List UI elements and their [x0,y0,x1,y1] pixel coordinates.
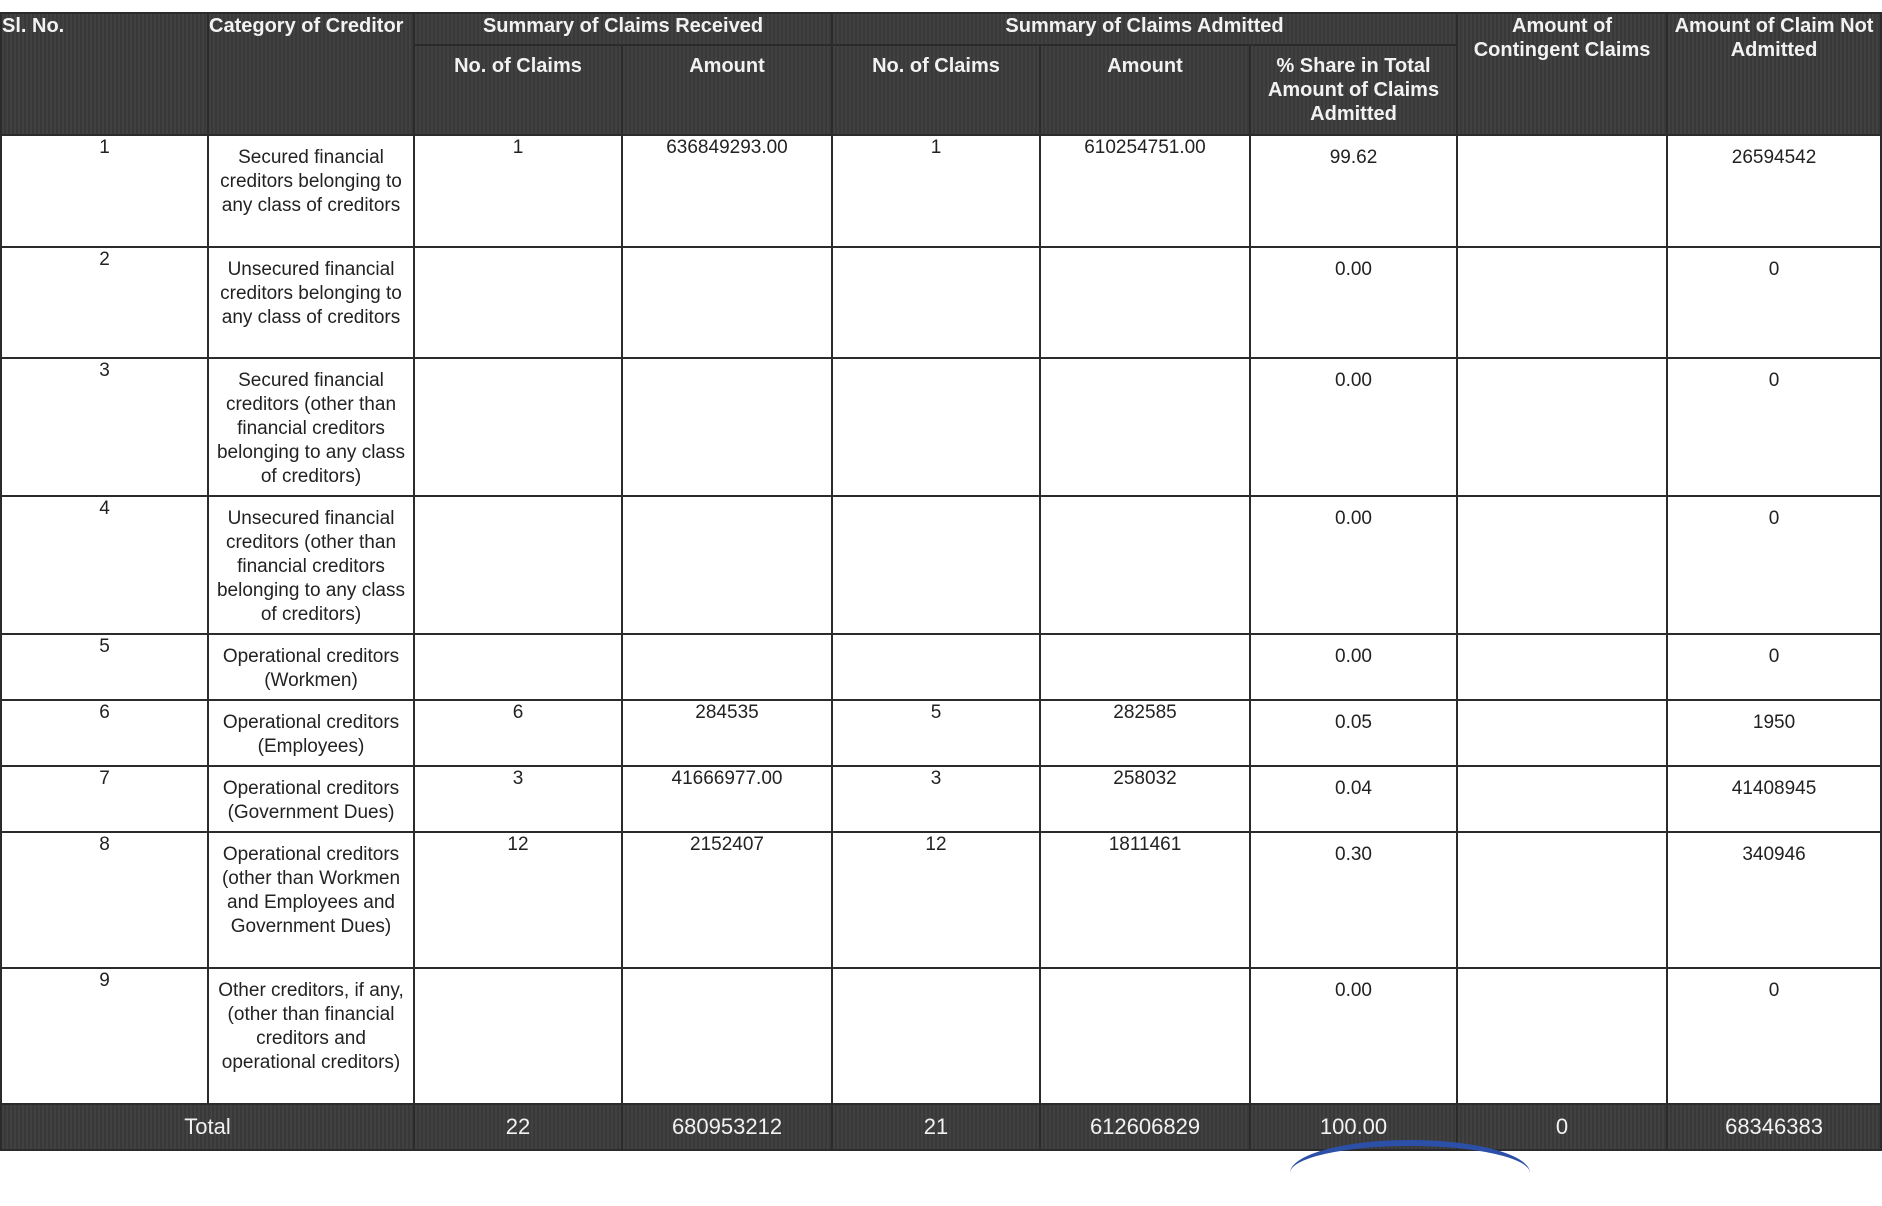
header-claims-received: Summary of Claims Received [414,13,832,45]
total-received-no: 22 [414,1104,622,1150]
table-row [1,135,1881,247]
cell-received-amount: 284535 [622,700,832,766]
cell-received-amount [622,634,832,700]
table-row [1,496,1881,634]
cell-contingent [1457,700,1667,766]
cell-category: Secured financial creditors belonging to any class of creditors [208,135,414,247]
table-row [1,247,1881,358]
cell-share: 0.05 [1250,700,1457,766]
cell-sl-no: 6 [1,700,208,766]
cell-admitted-amount [1040,634,1250,700]
header-category: Category of Creditor [208,13,414,135]
header-received-amount: Amount [622,45,832,135]
cell-admitted-no: 12 [832,832,1040,968]
cell-received-no [414,247,622,358]
cell-not-admitted: 0 [1667,247,1881,358]
claims-summary-document [0,12,1880,1151]
cell-received-amount: 41666977.00 [622,766,832,832]
cell-admitted-amount [1040,247,1250,358]
cell-not-admitted: 0 [1667,496,1881,634]
cell-contingent [1457,832,1667,968]
cell-share: 0.00 [1250,496,1457,634]
cell-category: Operational creditors (Government Dues) [208,766,414,832]
cell-received-amount [622,358,832,496]
cell-not-admitted: 26594542 [1667,135,1881,247]
cell-not-admitted: 41408945 [1667,766,1881,832]
cell-admitted-amount: 282585 [1040,700,1250,766]
cell-sl-no: 7 [1,766,208,832]
cell-admitted-no [832,496,1040,634]
cell-admitted-no: 5 [832,700,1040,766]
cell-admitted-amount: 1811461 [1040,832,1250,968]
total-not-admitted: 68346383 [1667,1104,1881,1150]
cell-received-amount [622,496,832,634]
claims-summary-table [0,12,1882,1151]
cell-admitted-amount: 610254751.00 [1040,135,1250,247]
cell-category: Secured financial creditors (other than financial creditors belonging to any class of creditors) [208,358,414,496]
table-row [1,766,1881,832]
cell-admitted-amount: 258032 [1040,766,1250,832]
cell-sl-no: 4 [1,496,208,634]
cell-not-admitted: 0 [1667,634,1881,700]
cell-admitted-amount [1040,358,1250,496]
cell-category: Other creditors, if any, (other than financial creditors and operational creditors) [208,968,414,1104]
total-admitted-no: 21 [832,1104,1040,1150]
total-received-amount: 680953212 [622,1104,832,1150]
header-share-percent: % Share in Total Amount of Claims Admitted [1250,45,1457,135]
cell-share: 0.00 [1250,358,1457,496]
header-sl-no: Sl. No. [1,13,208,135]
cell-received-no: 3 [414,766,622,832]
cell-category: Unsecured financial creditors belonging to any class of creditors [208,247,414,358]
cell-not-admitted: 0 [1667,968,1881,1104]
cell-sl-no: 5 [1,634,208,700]
header-admitted-no-of-claims: No. of Claims [832,45,1040,135]
cell-category: Operational creditors (other than Workmen and Employees and Government Dues) [208,832,414,968]
cell-not-admitted: 340946 [1667,832,1881,968]
cell-admitted-no [832,247,1040,358]
cell-admitted-no [832,358,1040,496]
cell-sl-no: 2 [1,247,208,358]
table-row [1,968,1881,1104]
cell-share: 0.30 [1250,832,1457,968]
cell-share: 0.04 [1250,766,1457,832]
cell-contingent [1457,634,1667,700]
table-header [1,13,1881,135]
cell-share: 0.00 [1250,634,1457,700]
table-row [1,634,1881,700]
header-claims-admitted: Summary of Claims Admitted [832,13,1457,45]
total-label: Total [1,1104,414,1150]
total-share: 100.00 [1250,1104,1457,1150]
header-received-no-of-claims: No. of Claims [414,45,622,135]
cell-category: Unsecured financial creditors (other than financial creditors belonging to any class of creditors) [208,496,414,634]
cell-category: Operational creditors (Employees) [208,700,414,766]
header-admitted-amount: Amount [1040,45,1250,135]
cell-admitted-no: 3 [832,766,1040,832]
cell-not-admitted: 0 [1667,358,1881,496]
cell-received-amount: 636849293.00 [622,135,832,247]
cell-not-admitted: 1950 [1667,700,1881,766]
cell-category: Operational creditors (Workmen) [208,634,414,700]
table-body [1,135,1881,1104]
cell-contingent [1457,135,1667,247]
total-contingent: 0 [1457,1104,1667,1150]
cell-sl-no: 3 [1,358,208,496]
cell-share: 0.00 [1250,247,1457,358]
cell-received-no: 12 [414,832,622,968]
cell-share: 0.00 [1250,968,1457,1104]
cell-admitted-amount [1040,496,1250,634]
table-row [1,358,1881,496]
cell-admitted-no: 1 [832,135,1040,247]
cell-contingent [1457,358,1667,496]
table-row [1,832,1881,968]
cell-received-no [414,496,622,634]
cell-sl-no: 8 [1,832,208,968]
total-admitted-amount: 612606829 [1040,1104,1250,1150]
cell-received-amount [622,968,832,1104]
cell-sl-no: 9 [1,968,208,1104]
cell-contingent [1457,247,1667,358]
cell-contingent [1457,766,1667,832]
cell-received-no [414,634,622,700]
cell-received-no: 6 [414,700,622,766]
cell-received-amount: 2152407 [622,832,832,968]
header-contingent-claims: Amount of Contingent Claims [1457,13,1667,135]
header-not-admitted: Amount of Claim Not Admitted [1667,13,1881,135]
cell-contingent [1457,496,1667,634]
cell-sl-no: 1 [1,135,208,247]
cell-admitted-no [832,968,1040,1104]
table-total-row [1,1104,1881,1150]
cell-received-no [414,358,622,496]
table-row [1,700,1881,766]
cell-received-amount [622,247,832,358]
cell-admitted-amount [1040,968,1250,1104]
cell-share: 99.62 [1250,135,1457,247]
cell-contingent [1457,968,1667,1104]
cell-received-no [414,968,622,1104]
cell-received-no: 1 [414,135,622,247]
cell-admitted-no [832,634,1040,700]
